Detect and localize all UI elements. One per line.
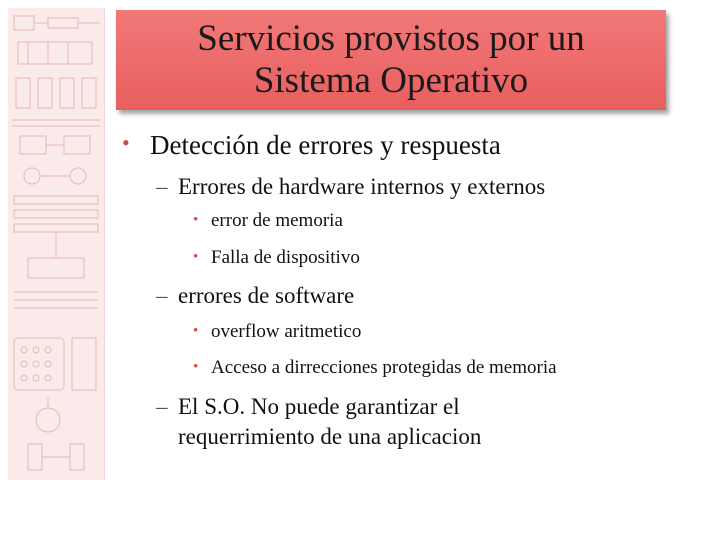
bullet-marker: •	[122, 130, 130, 155]
sub-item-so-garantia-continued: requerrimiento de una aplicacion	[178, 424, 482, 449]
sub-item-hardware: Errores de hardware internos y externos	[178, 174, 546, 199]
sub-sub-item-falla-dispositivo: Falla de dispositivo	[211, 247, 360, 268]
bullet-marker: •	[193, 212, 199, 228]
sub-sub-item-overflow: overflow aritmetico	[211, 321, 362, 342]
bullet-marker: •	[193, 249, 199, 265]
bullet-marker: •	[193, 359, 199, 375]
dash-marker: –	[156, 174, 168, 199]
dash-marker: –	[156, 394, 168, 419]
sub-sub-item-error-memoria: error de memoria	[211, 210, 343, 231]
bullet-marker: •	[193, 323, 199, 339]
sub-item-so-garantia: El S.O. No puede garantizar el	[178, 394, 460, 419]
dash-marker: –	[156, 283, 168, 308]
bullet-item-deteccion: Detección de errores y respuesta	[150, 130, 501, 160]
slide-title: Servicios provistos por un Sistema Operativo	[197, 18, 585, 101]
sub-item-software: errores de software	[178, 283, 355, 308]
sub-sub-item-acceso-memoria: Acceso a dirrecciones protegidas de memoria	[211, 357, 557, 378]
